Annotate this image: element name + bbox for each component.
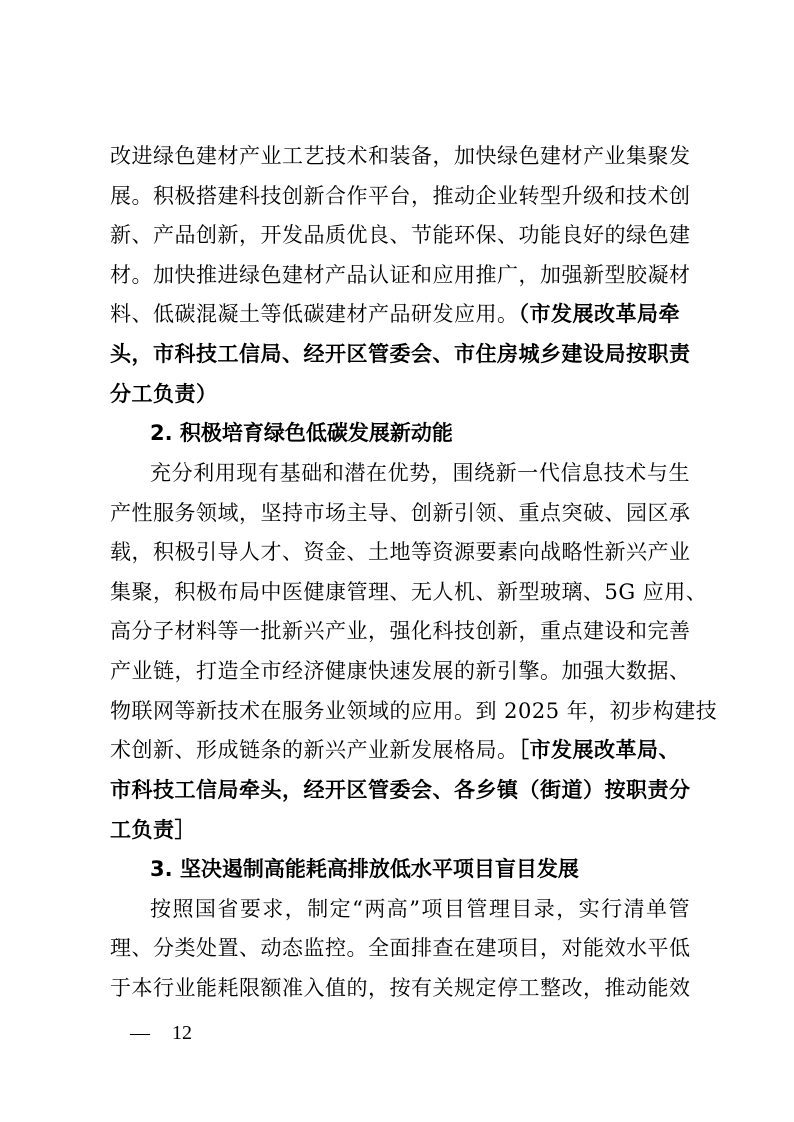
responsibility-note: ［市发展改革局、 <box>518 738 680 762</box>
paragraph-line: 展。积极搭建科技创新合作平台，推动企业转型升级和技术创 <box>110 184 691 208</box>
page-footer <box>130 1018 192 1048</box>
paragraph-line: 按照国省要求，制定“两高”项目管理目录，实行清单管 <box>150 897 690 921</box>
paragraph-text: 术创新、形成链条的新兴产业新发展格局。 <box>110 738 519 762</box>
paragraph-line: 载，积极引导人才、资金、土地等资源要素向战略性新兴产业 <box>110 540 691 564</box>
paragraph-line: 于本行业能耗限额准入值的，按有关规定停工整改，推动能效 <box>110 976 691 1000</box>
paragraph-line-mixed <box>110 292 690 336</box>
paragraph-line: 材。加快推进绿色建材产品认证和应用推广，加强新型胶凝材 <box>110 263 691 287</box>
paragraph-line: 产性服务领域，坚持市场主导、创新引领、重点突破、园区承 <box>110 501 691 525</box>
paragraph-line: 新、产品创新，开发品质优良、节能环保、功能良好的绿色建 <box>110 223 691 247</box>
paragraph-line: 充分利用现有基础和潜在优势，围绕新一代信息技术与生 <box>150 461 690 485</box>
paragraph-line: 改进绿色建材产业工艺技术和装备，加快绿色建材产业集聚发 <box>110 144 691 168</box>
paragraph-line: 产业链，打造全市经济健康快速发展的新引擎。加强大数据、 <box>110 659 691 683</box>
responsibility-note-line: 分工负责） <box>110 382 218 406</box>
paragraph-line-mixed <box>110 728 690 772</box>
section-heading: 2. 积极培育绿色低碳发展新动能 <box>150 421 453 445</box>
responsibility-note-line: 头，市科技工信局、经开区管委会、市住房城乡建设局按职责 <box>110 342 691 366</box>
responsibility-note-line: 工负责］ <box>110 818 196 842</box>
section-heading: 3. 坚决遏制高能耗高排放低水平项目盲目发展 <box>150 857 579 881</box>
paragraph-line: 高分子材料等一批新兴产业，强化科技创新，重点建设和完善 <box>110 619 691 643</box>
responsibility-note: （市发展改革局牵 <box>518 302 680 326</box>
paragraph-line: 物联网等新技术在服务业领域的应用。到 2025 年，初步构建技 <box>110 699 718 723</box>
responsibility-note-line: 市科技工信局牵头，经开区管委会、各乡镇（街道）按职责分 <box>110 778 691 802</box>
paragraph-line: 集聚，积极布局中医健康管理、无人机、新型玻璃、5G 应用、 <box>110 580 708 604</box>
paragraph-text: 料、低碳混凝土等低碳建材产品研发应用。 <box>110 302 519 326</box>
paragraph-line: 理、分类处置、动态监控。全面排查在建项目，对能效水平低 <box>110 936 691 960</box>
footer-dash: — <box>130 1022 150 1044</box>
page-number: 12 <box>172 1022 192 1044</box>
